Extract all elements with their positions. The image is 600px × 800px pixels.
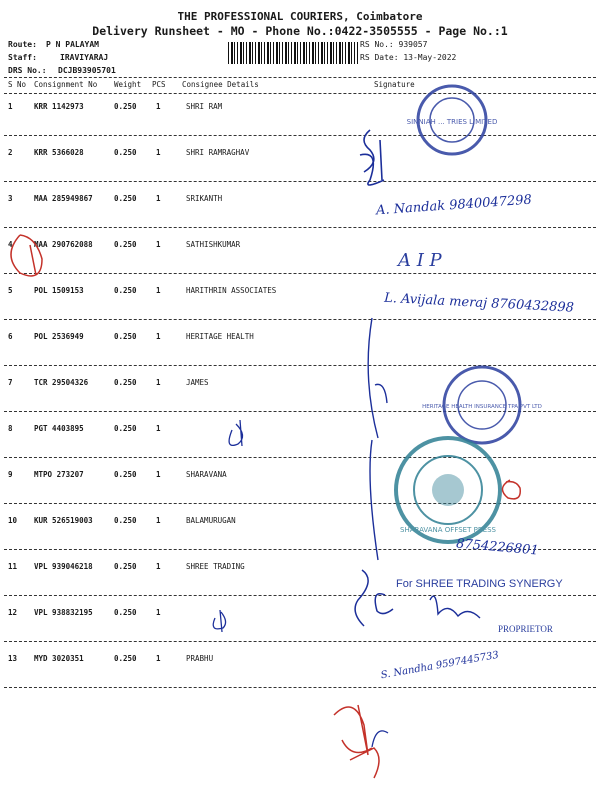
row-1-pcs: 1 bbox=[156, 102, 161, 111]
drs-value: DCJB93905701 bbox=[58, 66, 116, 75]
rs-date: RS Date: 13-May-2022 bbox=[360, 53, 457, 62]
drs-label: DRS No.: bbox=[8, 66, 47, 75]
col-signature: Signature bbox=[374, 80, 415, 89]
row-6-weight: 0.250 bbox=[114, 332, 137, 341]
runsheet-title: Delivery Runsheet - MO - Phone No.:0422-3505555 - Page No.:1 bbox=[92, 24, 508, 38]
row-5-consignee: HARITHRIN ASSOCIATES bbox=[186, 286, 277, 295]
company-title: THE PROFESSIONAL COURIERS, Coimbatore bbox=[177, 10, 423, 23]
red-mark-row4 bbox=[11, 235, 42, 276]
ditto-mark-row8 bbox=[229, 420, 242, 446]
route-label: Route: bbox=[8, 40, 37, 49]
row-4-consignment: MAA 290762088 bbox=[34, 240, 93, 249]
row-7-sno: 7 bbox=[8, 378, 13, 387]
row-4-sno: 4 bbox=[8, 240, 13, 249]
row-2-pcs: 1 bbox=[156, 148, 161, 157]
row-13-weight: 0.250 bbox=[114, 654, 137, 663]
signature-vertical-strokes bbox=[368, 318, 378, 560]
red-initials-row9 bbox=[502, 480, 520, 499]
handwriting-row5: L. Avijala meraj 8760432898 bbox=[383, 290, 575, 316]
row-6-consignment: POL 2536949 bbox=[34, 332, 84, 341]
ditto-mark-row12 bbox=[213, 610, 225, 632]
row-1-weight: 0.250 bbox=[114, 102, 137, 111]
stamp-1-text: SINNIAH ... TRIES LIMITED bbox=[406, 118, 498, 126]
sharavana-stamp-text: SHARAVANA OFFSET PRESS bbox=[400, 526, 496, 534]
row-4-weight: 0.250 bbox=[114, 240, 137, 249]
row-7-pcs: 1 bbox=[156, 378, 161, 387]
row-1-sno: 1 bbox=[8, 102, 13, 111]
handwriting-row3: A. Nandak 9840047298 bbox=[375, 192, 533, 219]
row-1-consignee: SHRI RAM bbox=[186, 102, 223, 111]
row-1-consignment: KRR 1142973 bbox=[34, 102, 84, 111]
row-4-consignee: SATHISHKUMAR bbox=[186, 240, 241, 249]
shree-trading-stamp-line: For SHREE TRADING SYNERGY bbox=[396, 578, 563, 590]
row-3-sno: 3 bbox=[8, 194, 13, 203]
row-11-consignee: SHREE TRADING bbox=[186, 562, 245, 571]
handwriting-row10-phone: 8754226801 bbox=[455, 536, 540, 559]
staff-label: Staff: bbox=[8, 53, 37, 62]
row-3-pcs: 1 bbox=[156, 194, 161, 203]
row-13-consignment: MYD 3020351 bbox=[34, 654, 84, 663]
heritage-stamp-text: HERITAGE HEALTH INSURANCE TPA PVT LTD bbox=[422, 404, 542, 410]
row-7-consignee: JAMES bbox=[186, 378, 209, 387]
row-4-pcs: 1 bbox=[156, 240, 161, 249]
handwriting-row4: A I P bbox=[398, 250, 442, 271]
row-3-consignment: MAA 285949867 bbox=[34, 194, 93, 203]
row-3-consignee: SRIKANTH bbox=[186, 194, 223, 203]
row-2-sno: 2 bbox=[8, 148, 13, 157]
heritage-stamp bbox=[422, 367, 542, 443]
col-weight: Weight bbox=[114, 80, 142, 89]
proprietor-signature bbox=[430, 596, 480, 618]
row-5-consignment: POL 1509153 bbox=[34, 286, 84, 295]
row-6-pcs: 1 bbox=[156, 332, 161, 341]
col-pcs: PCS bbox=[152, 80, 166, 89]
row-12-pcs: 1 bbox=[156, 608, 161, 617]
row-13-sno: 13 bbox=[8, 654, 18, 663]
bottom-stroke bbox=[372, 731, 388, 747]
row-8-weight: 0.250 bbox=[114, 424, 137, 433]
company-stamp-1 bbox=[407, 86, 498, 154]
row-2-consignment: KRR 5366028 bbox=[34, 148, 84, 157]
row-12-weight: 0.250 bbox=[114, 608, 137, 617]
row-9-sno: 9 bbox=[8, 470, 13, 479]
row-2-weight: 0.250 bbox=[114, 148, 137, 157]
row-10-consignment: KUR 526519003 bbox=[34, 516, 93, 525]
row-7-weight: 0.250 bbox=[114, 378, 137, 387]
row-11-consignment: VPL 939046218 bbox=[34, 562, 93, 571]
col-consignee: Consignee Details bbox=[182, 80, 259, 89]
row-7-consignment: TCR 29504326 bbox=[34, 378, 89, 387]
row-6-sno: 6 bbox=[8, 332, 13, 341]
row-10-consignee: BALAMURUGAN bbox=[186, 516, 236, 525]
row-5-pcs: 1 bbox=[156, 286, 161, 295]
handwriting-row13: S. Nandha 9597445733 bbox=[379, 649, 500, 682]
row-10-sno: 10 bbox=[8, 516, 18, 525]
row-2-consignee: SHRI RAMRAGHAV bbox=[186, 148, 250, 157]
staff-value: IRAVIYARAJ bbox=[60, 53, 109, 62]
row-3-weight: 0.250 bbox=[114, 194, 137, 203]
row-12-consignment: VPL 938832195 bbox=[34, 608, 93, 617]
row-11-weight: 0.250 bbox=[114, 562, 137, 571]
signature-row11-12 bbox=[355, 570, 393, 626]
row-9-weight: 0.250 bbox=[114, 470, 137, 479]
col-sno: S No bbox=[8, 80, 27, 89]
row-13-consignee: PRABHU bbox=[186, 654, 214, 663]
row-12-sno: 12 bbox=[8, 608, 18, 617]
proprietor-label: PROPRIETOR bbox=[498, 624, 553, 634]
row-8-sno: 8 bbox=[8, 424, 13, 433]
row-5-weight: 0.250 bbox=[114, 286, 137, 295]
row-11-sno: 11 bbox=[8, 562, 18, 571]
row-8-pcs: 1 bbox=[156, 424, 161, 433]
row-9-pcs: 1 bbox=[156, 470, 161, 479]
row-5-sno: 5 bbox=[8, 286, 13, 295]
rs-number: RS No.: 939057 bbox=[360, 40, 428, 49]
row-10-pcs: 1 bbox=[156, 516, 161, 525]
row-11-pcs: 1 bbox=[156, 562, 161, 571]
route-value: P N PALAYAM bbox=[46, 40, 99, 49]
row-9-consignment: MTPO 273207 bbox=[34, 470, 84, 479]
row-8-consignment: PGT 4403895 bbox=[34, 424, 84, 433]
col-consignment: Consignment No bbox=[34, 80, 98, 89]
row-13-pcs: 1 bbox=[156, 654, 161, 663]
row-10-weight: 0.250 bbox=[114, 516, 137, 525]
row-9-consignee: SHARAVANA bbox=[186, 470, 227, 479]
red-scribble-bottom bbox=[334, 705, 379, 778]
signature-row7 bbox=[375, 384, 387, 403]
row-6-consignee: HERITAGE HEALTH bbox=[186, 332, 254, 341]
sharavana-stamp bbox=[396, 438, 500, 542]
